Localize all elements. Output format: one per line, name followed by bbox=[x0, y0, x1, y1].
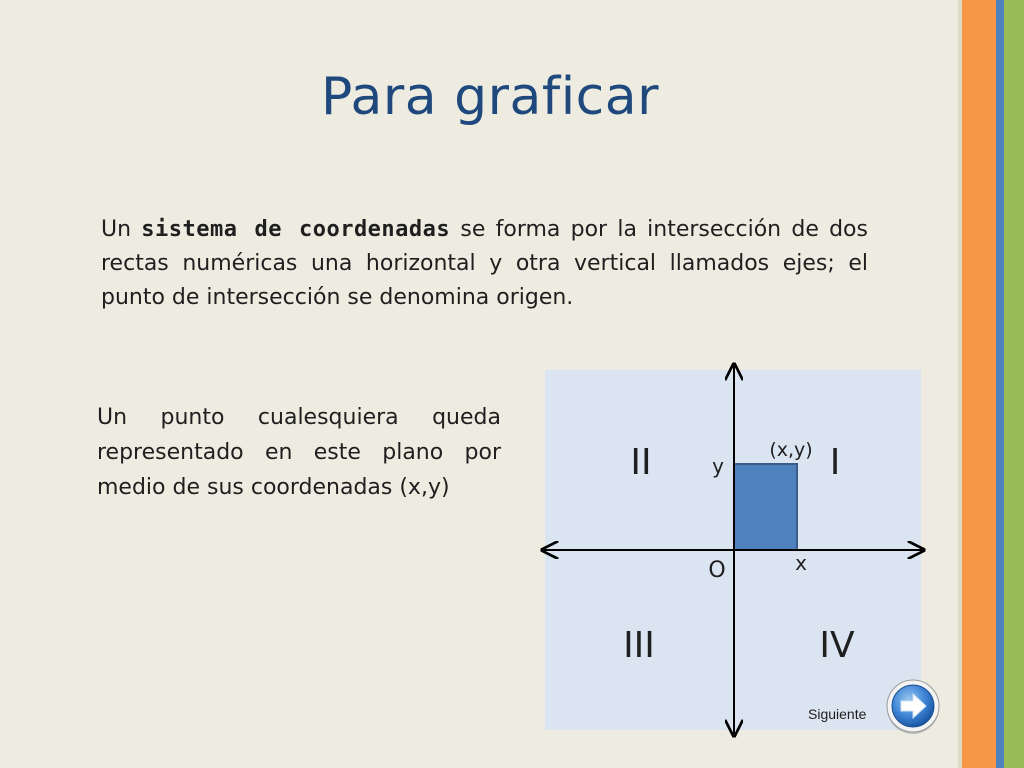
definition-intro: Un bbox=[101, 217, 142, 242]
origin-label: O bbox=[708, 558, 726, 583]
stripe-blue bbox=[996, 0, 1004, 768]
quadrant-label-III: III bbox=[623, 625, 655, 666]
quadrant-label-II: II bbox=[630, 442, 652, 483]
next-button[interactable] bbox=[884, 677, 942, 735]
quadrant-label-IV: IV bbox=[819, 625, 855, 666]
coordinate-plane bbox=[538, 360, 928, 740]
next-button-label: Siguiente bbox=[808, 706, 867, 722]
quadrant-label-I: I bbox=[829, 442, 841, 483]
definition-paragraph bbox=[101, 213, 868, 315]
slide-title: Para graficar bbox=[321, 67, 659, 127]
coordinate-rectangle bbox=[734, 464, 797, 550]
definition-keyword: sistema de coordenadas bbox=[141, 217, 451, 242]
x-label: x bbox=[795, 551, 807, 575]
point-label: (x,y) bbox=[769, 439, 813, 461]
y-label: y bbox=[712, 454, 724, 478]
definition-rest: se forma por la intersección de dos rectas numéricas una horizontal y otra vertical llamados ejes; el punto de intersección se denomina origen. bbox=[101, 217, 868, 310]
stripe-green bbox=[1004, 0, 1024, 768]
point-paragraph: Un punto cualesquiera queda representado en este plano por medio de sus coordenadas (x,y) bbox=[97, 405, 501, 500]
